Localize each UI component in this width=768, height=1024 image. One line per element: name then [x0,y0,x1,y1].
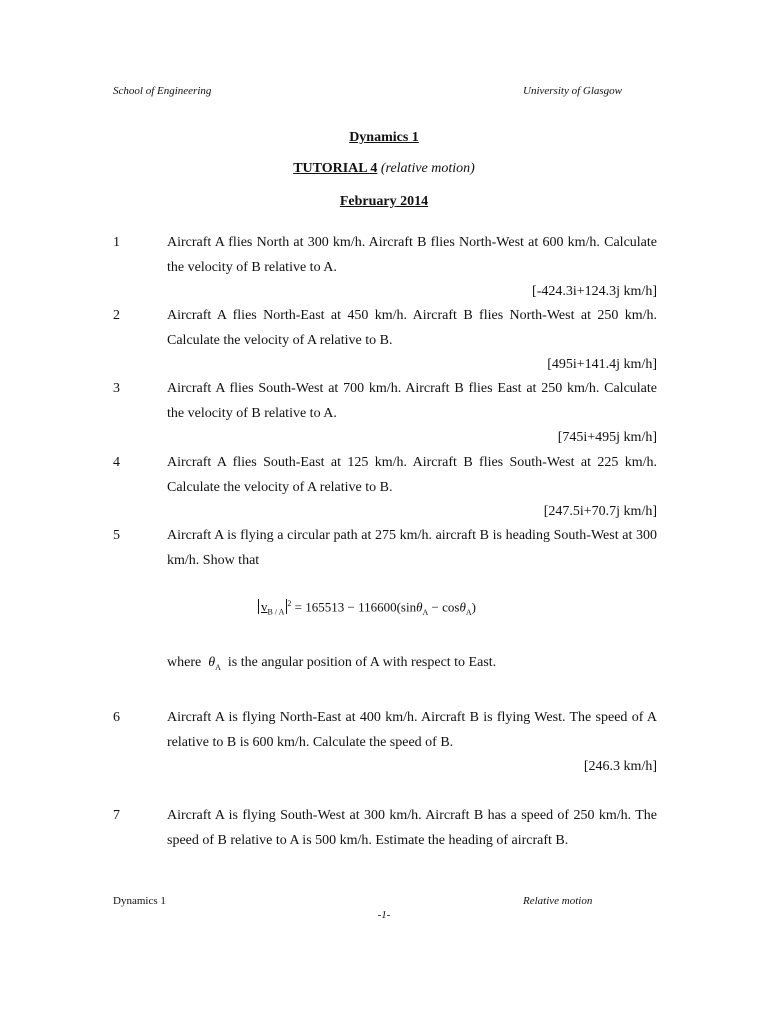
question-answer: [495i+141.4j km/h] [547,357,657,372]
question-text: Aircraft A flies North-East at 450 km/h. Aircraft B flies North-West at 250 km/h. Calculate the velocity of A relative to B. [167,308,657,348]
question-7 [113,804,657,853]
question-3 [113,377,657,451]
question-number: 4 [113,455,120,470]
footer-topic: Relative motion [523,895,593,907]
question-5 [113,524,657,573]
question-answer: [745i+495j km/h] [557,430,657,445]
course-title: Dynamics 1 [349,130,419,145]
question-number: 5 [113,528,120,543]
question-text: Aircraft A is flying South-West at 300 km/h. Aircraft B has a speed of 250 km/h. The speed of B relative to A is 500 km/h. Estimate the heading of aircraft B. [167,808,657,848]
question-6 [113,706,657,780]
question-text: Aircraft A flies South-East at 125 km/h. Aircraft B flies South-West at 225 km/h. Calculate the velocity of A relative to B. [167,455,657,495]
relative-velocity-equation: $v_{B / A}^2 = 165513 - 116600(\sin\theta_A - \cos\theta_A)$ [258,599,476,617]
question-2 [113,304,657,378]
question-text: Aircraft A flies South-West at 700 km/h. Aircraft B flies East at 250 km/h. Calculate the velocity of B relative to A. [167,381,657,421]
question-answer: [247.5i+70.7j km/h] [543,504,657,519]
question-1 [113,231,657,305]
footer-course: Dynamics 1 [113,895,166,907]
question-number: 6 [113,710,120,725]
question-text: Aircraft A flies North at 300 km/h. Aircraft B flies North-West at 600 km/h. Calculate the velocity of B relative to A. [167,235,657,275]
question-number: 7 [113,808,120,823]
question-answer: [-424.3i+124.3j km/h] [532,284,657,299]
question-number: 3 [113,381,120,396]
velocity-magnitude: $v_{B / A}$ [258,599,287,614]
question-4 [113,451,657,525]
question-number: 2 [113,308,120,323]
question-number: 1 [113,235,120,250]
where-definition: where $\theta_A$ is the angular position of A with respect to East. [167,655,497,672]
question-text: Aircraft A is flying North-East at 400 km/h. Aircraft B is flying West. The speed of A relative to B is 600 km/h. Calculate the speed of B. [167,710,657,750]
question-text: Aircraft A is flying a circular path at 275 km/h. aircraft B is heading South-West at 300 km/h. Show that [167,528,657,568]
header-university: University of Glasgow [523,85,622,97]
tutorial-title: TUTORIAL 4 (relative motion) [293,161,475,176]
date-title: February 2014 [339,194,429,209]
header-school: School of Engineering [113,85,212,97]
page-number: -1- [377,909,391,921]
question-answer: [246.3 km/h] [583,759,657,774]
